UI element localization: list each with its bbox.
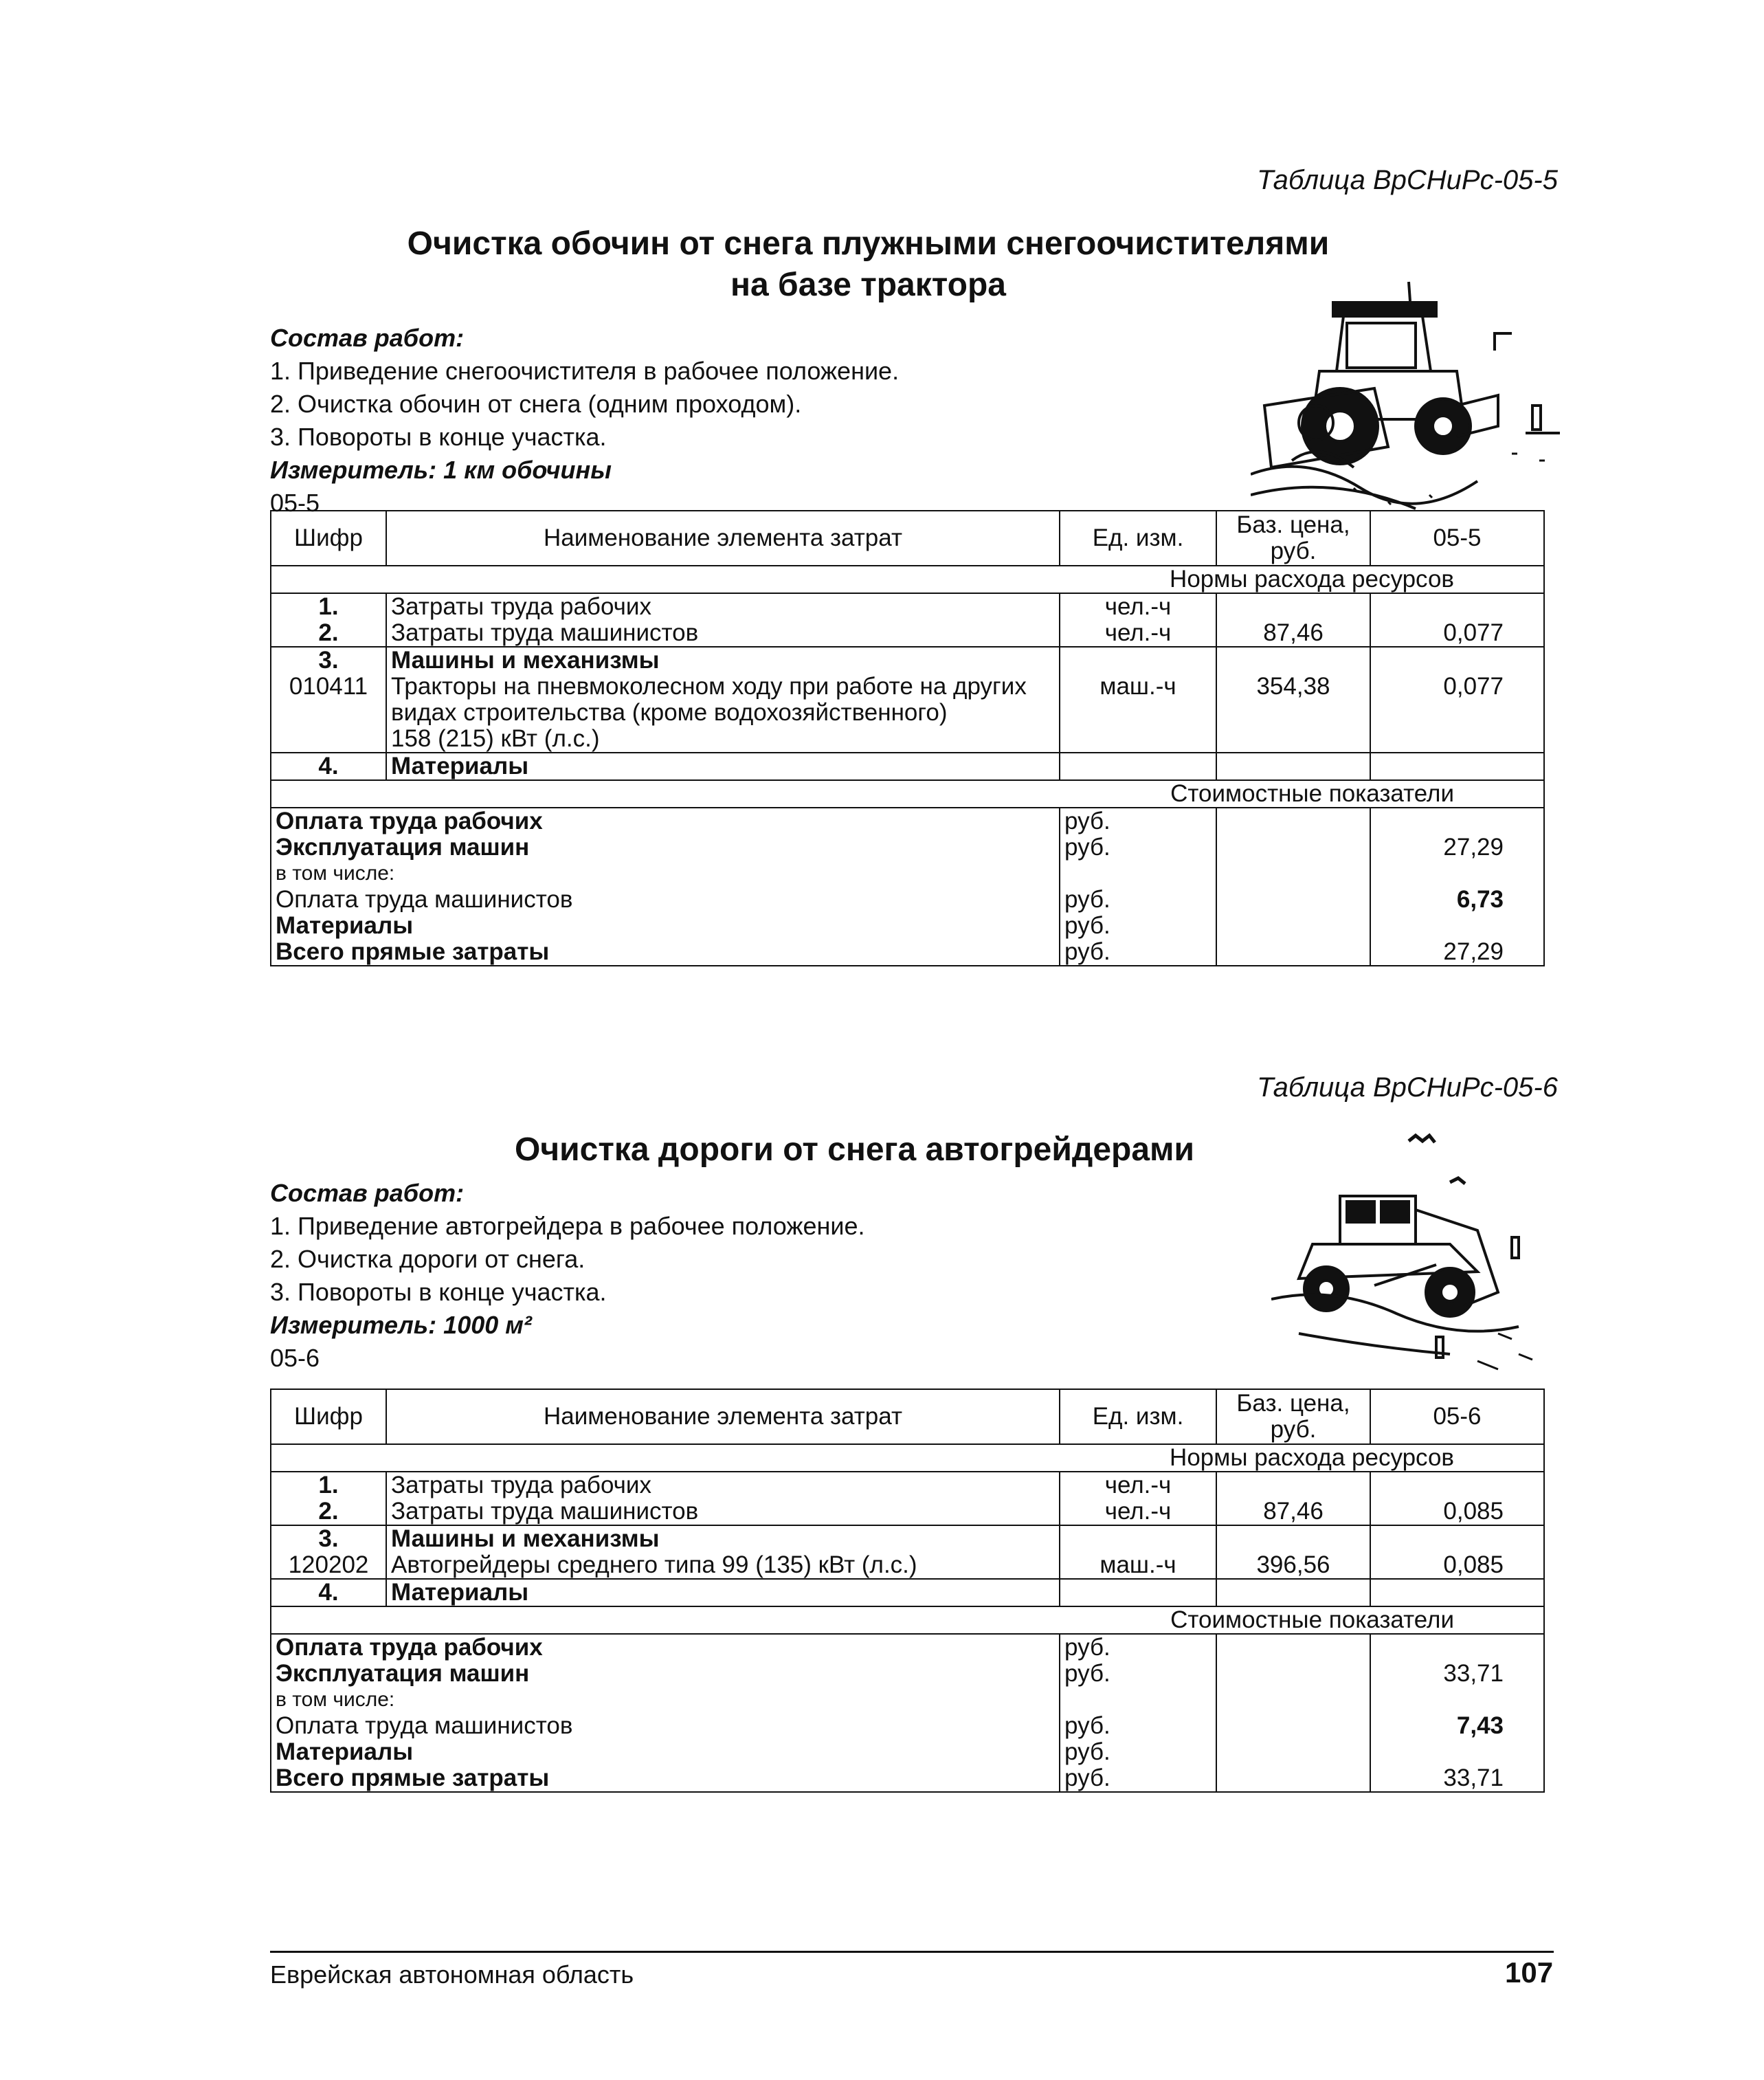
code-line: 05-6 — [270, 1344, 320, 1372]
tractor-snowplow-illustration — [1251, 268, 1567, 522]
table-row: 010411 Тракторы на пневмоколесном ходу при работе на других видах строительства (кроме водохозяйственного) 158 (215) кВт (л.с.) маш.-ч 354,38 0,077 — [271, 674, 1544, 753]
table-row: 2. Затраты труда машинистов чел.-ч 87,46 0,077 — [271, 620, 1544, 647]
header-price: Баз. цена, руб. — [1216, 511, 1370, 566]
header-price: Баз. цена, руб. — [1216, 1389, 1370, 1444]
table-label: Таблица ВрСНиРс-05-6 — [1257, 1072, 1558, 1103]
resource-norms-table — [270, 1388, 1545, 1793]
header-col: 05-5 — [1370, 511, 1544, 566]
step-item: 1. Приведение автогрейдера в рабочее положение. — [270, 1212, 865, 1240]
step-item: 2. Очистка обочин от снега (одним проходом). — [270, 390, 802, 418]
header-name: Наименование элемента затрат — [386, 1389, 1060, 1444]
cost-row: Всего прямые затраты руб. 27,29 — [271, 939, 1544, 966]
header-code: Шифр — [271, 511, 386, 566]
step-item: 2. Очистка дороги от снега. — [270, 1245, 585, 1273]
section-row — [271, 1606, 1544, 1634]
measure-unit: Измеритель: 1 км обочины — [270, 456, 612, 484]
table-row: 2. Затраты труда машинистов чел.-ч 87,46 0,085 — [271, 1498, 1544, 1525]
header-unit: Ед. изм. — [1060, 511, 1216, 566]
header-col: 05-6 — [1370, 1389, 1544, 1444]
table-header-row — [271, 511, 1544, 566]
table-row: 3. Машины и механизмы — [271, 1525, 1544, 1552]
footer-region: Еврейская автономная область — [270, 1960, 634, 1989]
table-row: 4. Материалы — [271, 1579, 1544, 1606]
cost-row: Материалы руб. — [271, 913, 1544, 939]
cost-row: в том числе: — [271, 1687, 1544, 1713]
step-item: 3. Повороты в конце участка. — [270, 423, 607, 451]
code-line: 05-5 — [270, 489, 320, 517]
header-code: Шифр — [271, 1389, 386, 1444]
header-unit: Ед. изм. — [1060, 1389, 1216, 1444]
cost-row: Всего прямые затраты руб. 33,71 — [271, 1765, 1544, 1792]
motor-grader-illustration — [1271, 1127, 1560, 1375]
section-row — [271, 566, 1544, 593]
norms-heading: Нормы расхода ресурсов — [271, 1444, 1544, 1472]
cost-row: Оплата труда рабочих руб. — [271, 808, 1544, 834]
composition-heading: Состав работ: — [270, 324, 465, 352]
table-row: 1. Затраты труда рабочих чел.-ч — [271, 593, 1544, 620]
composition-heading: Состав работ: — [270, 1179, 465, 1207]
section-row — [271, 1444, 1544, 1472]
section-title: Очистка дороги от снега автогрейдерами — [514, 1131, 1195, 1168]
section-row — [271, 780, 1544, 808]
work-composition — [270, 322, 899, 520]
table-header-row — [271, 1389, 1544, 1444]
step-item: 1. Приведение снегоочистителя в рабочее положение. — [270, 357, 900, 385]
step-item: 3. Повороты в конце участка. — [270, 1278, 607, 1306]
table-label: Таблица ВрСНиРс-05-5 — [1257, 165, 1558, 195]
table-row: 3. Машины и механизмы — [271, 647, 1544, 674]
table-row: 1. Затраты труда рабочих чел.-ч — [271, 1472, 1544, 1498]
cost-row: Оплата труда машинистов руб. 7,43 — [271, 1713, 1544, 1739]
cost-row: Оплата труда рабочих руб. — [271, 1634, 1544, 1661]
footer-rule — [270, 1951, 1554, 1953]
cost-row: Эксплуатация машин руб. 33,71 — [271, 1661, 1544, 1687]
measure-unit: Измеритель: 1000 м² — [270, 1311, 532, 1339]
cost-row: в том числе: — [271, 861, 1544, 887]
table-row: 4. Материалы — [271, 753, 1544, 780]
header-name: Наименование элемента затрат — [386, 511, 1060, 566]
cost-heading: Стоимостные показатели — [271, 780, 1544, 808]
norms-heading: Нормы расхода ресурсов — [271, 566, 1544, 593]
page-number: 107 — [1505, 1956, 1554, 1989]
section-title-line2: на базе трактора — [730, 267, 1006, 303]
work-composition — [270, 1177, 865, 1375]
cost-row: Эксплуатация машин руб. 27,29 — [271, 834, 1544, 861]
cost-row: Материалы руб. — [271, 1739, 1544, 1765]
cost-row: Оплата труда машинистов руб. 6,73 — [271, 887, 1544, 913]
table-row: 120202 Автогрейдеры среднего типа 99 (135) кВт (л.с.) маш.-ч 396,56 0,085 — [271, 1552, 1544, 1579]
cost-heading: Стоимостные показатели — [271, 1606, 1544, 1634]
section-title: Очистка обочин от снега плужными снегоочистителями — [407, 225, 1330, 262]
resource-norms-table — [270, 510, 1545, 966]
